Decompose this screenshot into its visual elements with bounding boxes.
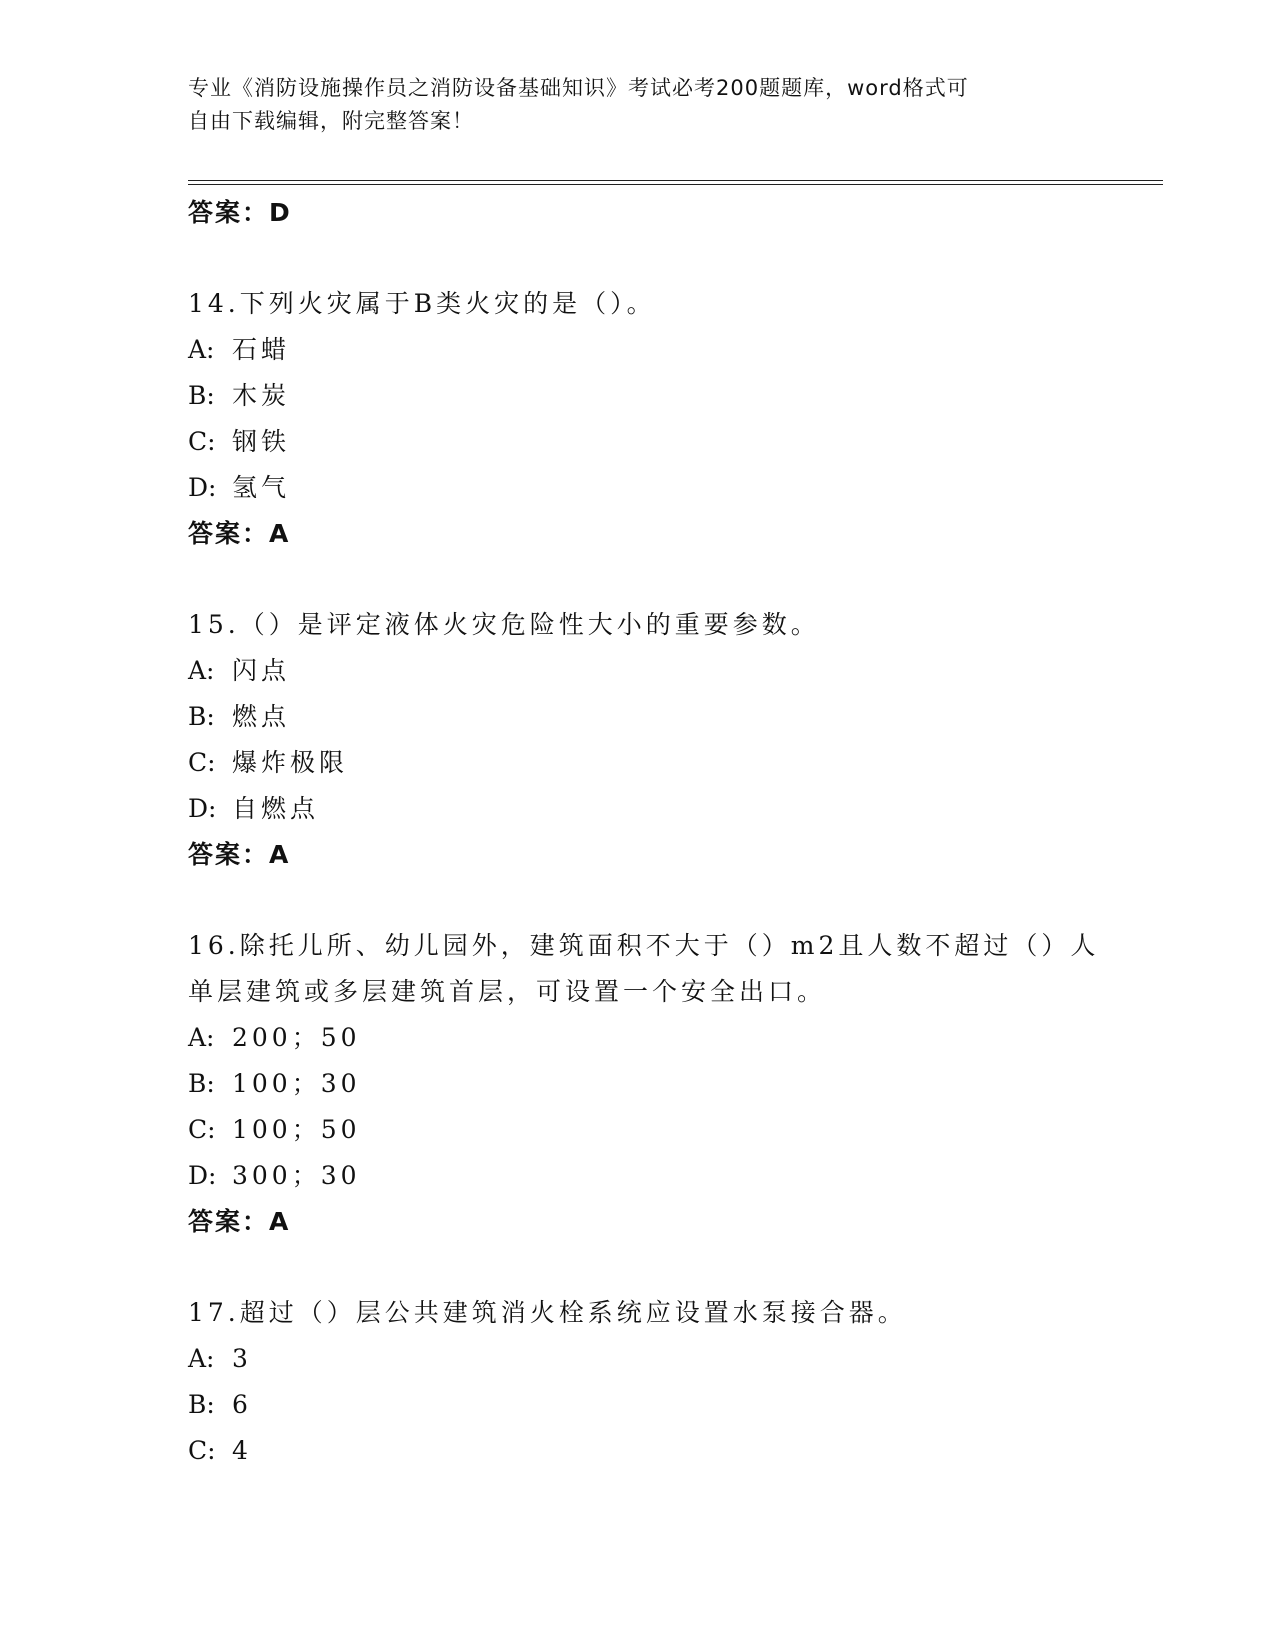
option-letter: B: — [188, 702, 215, 731]
option-letter: A: — [188, 656, 215, 685]
option-text: 300；30 — [232, 1161, 361, 1190]
option-a — [188, 648, 1088, 694]
question-15 — [188, 602, 1088, 878]
previous-answer: 答案：D — [188, 198, 292, 227]
document-header — [188, 72, 1088, 138]
question-stem: 16.除托儿所、幼儿园外，建筑面积不大于（）m2且人数不超过（）人 — [188, 931, 1100, 960]
option-letter: D: — [188, 794, 217, 823]
option-letter: B: — [188, 381, 215, 410]
option-c — [188, 1428, 1088, 1474]
header-divider-top — [188, 180, 1163, 181]
option-c — [188, 419, 1088, 465]
option-a — [188, 327, 1088, 373]
question-list — [188, 190, 1100, 1474]
spacer — [188, 557, 1088, 602]
header-line-2: 自由下载编辑，附完整答案！ — [188, 109, 474, 133]
option-letter: A: — [188, 335, 215, 364]
option-text: 200；50 — [232, 1023, 361, 1052]
option-letter: D: — [188, 1161, 217, 1190]
option-text: 6 — [232, 1390, 252, 1419]
option-a — [188, 1015, 1088, 1061]
option-letter: C: — [188, 427, 216, 456]
option-letter: C: — [188, 748, 216, 777]
option-letter: B: — [188, 1069, 215, 1098]
option-letter: B: — [188, 1390, 215, 1419]
question-stem: 14.下列火灾属于B类火灾的是（）。 — [188, 289, 656, 318]
option-b — [188, 694, 1088, 740]
header-line-1: 专业《消防设施操作员之消防设备基础知识》考试必考200题题库，word格式可 — [188, 76, 969, 100]
option-letter: A: — [188, 1023, 215, 1052]
option-text: 氢气 — [232, 473, 291, 502]
question-17 — [188, 1290, 1088, 1474]
option-text: 4 — [232, 1436, 252, 1465]
option-text: 木炭 — [232, 381, 291, 410]
option-text: 100；30 — [232, 1069, 361, 1098]
spacer — [188, 1245, 1088, 1290]
option-letter: C: — [188, 1115, 216, 1144]
option-a — [188, 1336, 1088, 1382]
option-letter: A: — [188, 1344, 215, 1373]
header-divider-bottom — [188, 184, 1163, 185]
question-stem: 17.超过（）层公共建筑消火栓系统应设置水泵接合器。 — [188, 1298, 907, 1327]
option-b — [188, 373, 1088, 419]
option-d — [188, 786, 1088, 832]
option-letter: D: — [188, 473, 217, 502]
option-letter: C: — [188, 1436, 216, 1465]
question-answer: 答案：A — [188, 1207, 291, 1236]
question-answer: 答案：A — [188, 519, 291, 548]
option-text: 闪点 — [232, 656, 291, 685]
option-text: 3 — [232, 1344, 252, 1373]
option-text: 燃点 — [232, 702, 291, 731]
option-text: 爆炸极限 — [232, 748, 349, 777]
option-b — [188, 1061, 1088, 1107]
question-14 — [188, 281, 1088, 557]
option-c — [188, 1107, 1088, 1153]
option-text: 自燃点 — [232, 794, 320, 823]
question-answer: 答案：A — [188, 840, 291, 869]
option-text: 钢铁 — [232, 427, 291, 456]
option-d — [188, 465, 1088, 511]
option-text: 石蜡 — [232, 335, 291, 364]
question-16 — [188, 923, 1100, 1245]
question-stem-continued: 单层建筑或多层建筑首层，可设置一个安全出口。 — [188, 977, 827, 1006]
option-b — [188, 1382, 1088, 1428]
spacer — [188, 878, 1088, 923]
option-text: 100；50 — [232, 1115, 361, 1144]
option-c — [188, 740, 1088, 786]
spacer — [188, 236, 1088, 281]
question-stem: 15.（）是评定液体火灾危险性大小的重要参数。 — [188, 610, 820, 639]
option-d — [188, 1153, 1088, 1199]
